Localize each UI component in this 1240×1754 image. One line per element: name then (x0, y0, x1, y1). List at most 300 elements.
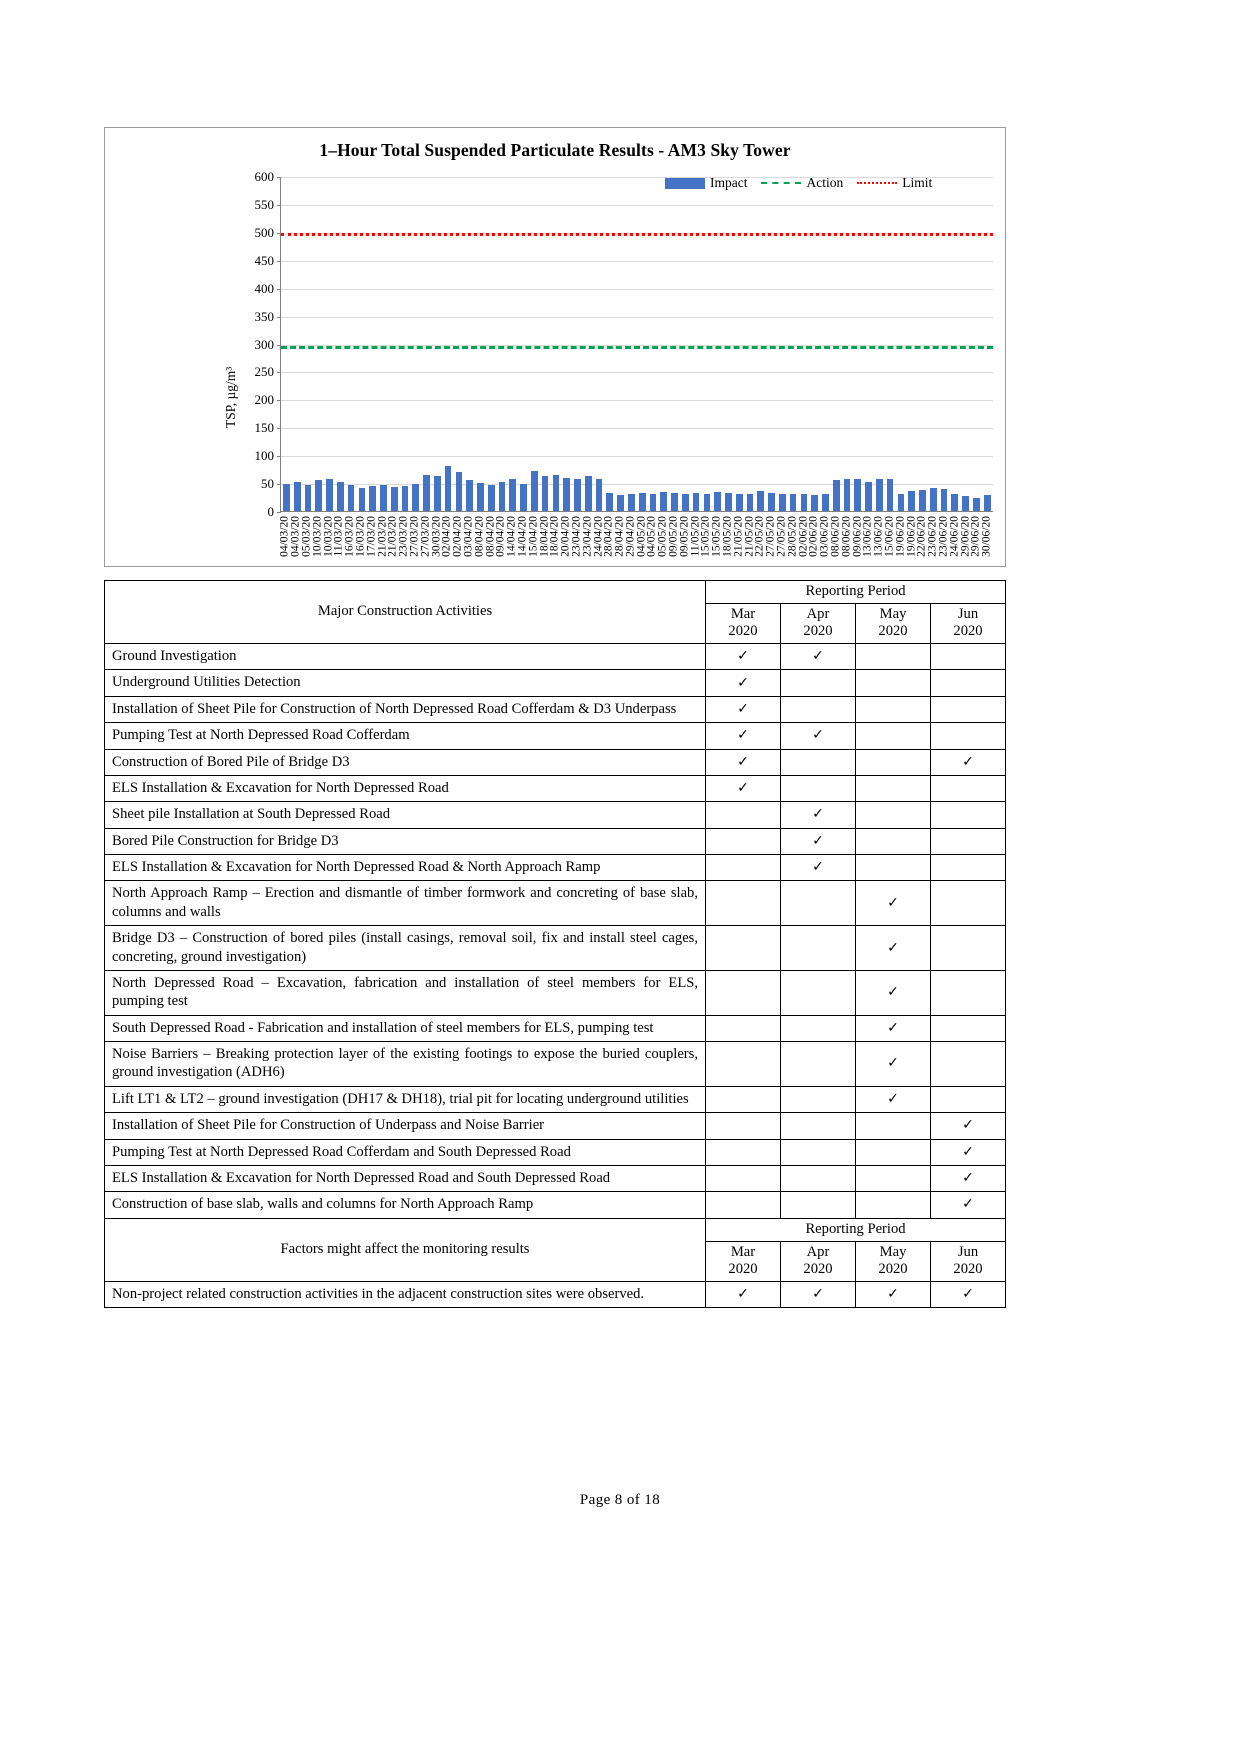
x-axis-tick-label: 30/06/20 (980, 516, 993, 557)
chart-bar (919, 490, 926, 511)
y-axis-tick-label: 550 (254, 196, 274, 212)
bar-slot (766, 177, 777, 511)
chart-bar (714, 492, 721, 511)
tick-mark-icon: ✓ (931, 749, 1006, 775)
bar-slot (518, 177, 529, 511)
bar-slot (292, 177, 303, 511)
month-year: 2020 (953, 1261, 983, 1277)
header-month-apr (781, 1242, 856, 1282)
empty-cell (706, 1192, 781, 1218)
tick-mark-icon: ✓ (856, 926, 931, 971)
empty-cell (706, 881, 781, 926)
bar-slot (917, 177, 928, 511)
tick-mark-icon: ✓ (781, 644, 856, 670)
x-axis-tick-label: 09/05/20 (678, 516, 691, 557)
empty-cell (931, 1086, 1006, 1112)
bar-slot (475, 177, 486, 511)
header-month-jun (931, 1242, 1006, 1282)
month-year: 2020 (878, 1261, 908, 1277)
month-name: Mar (730, 606, 756, 622)
bar-slot (648, 177, 659, 511)
chart-bar (747, 494, 754, 511)
chart-bar (402, 486, 409, 511)
month-year: 2020 (728, 1261, 758, 1277)
bar-slot (572, 177, 583, 511)
chart-bar (305, 485, 312, 511)
x-axis-tick-label: 21/03/20 (386, 516, 399, 557)
chart-bar (477, 483, 484, 511)
header-factors: Factors might affect the monitoring results (105, 1219, 706, 1282)
y-axis-tick-label: 500 (254, 224, 274, 240)
bar-slot (389, 177, 400, 511)
activity-label: Noise Barriers – Breaking protection layer of the existing footings to expose the buried couplers, ground investigation (ADH6) (105, 1042, 706, 1087)
month-year: 2020 (728, 623, 758, 639)
month-name: May (879, 606, 907, 622)
bar-slot (626, 177, 637, 511)
x-axis-tick-label: 11/03/20 (332, 516, 345, 557)
bar-slot (464, 177, 475, 511)
y-axis-tick-label: 250 (254, 364, 274, 380)
empty-cell (706, 1139, 781, 1165)
chart-title: 1–Hour Total Suspended Particulate Results - AM3 Sky Tower (319, 140, 791, 160)
x-axis-tick-label: 02/06/20 (807, 516, 820, 557)
table-row (105, 1139, 1006, 1165)
bar-slot (928, 177, 939, 511)
x-axis-tick-label: 10/03/20 (311, 516, 324, 557)
tick-mark-icon: ✓ (706, 670, 781, 696)
activity-label: Construction of Bored Pile of Bridge D3 (105, 749, 706, 775)
chart-bar (876, 479, 883, 511)
activity-label: Installation of Sheet Pile for Construction of Underpass and Noise Barrier (105, 1113, 706, 1139)
chart-bar (844, 479, 851, 511)
chart-bar (693, 493, 700, 511)
activity-label: Sheet pile Installation at South Depressed Road (105, 802, 706, 828)
x-axis-tick-label: 29/06/20 (958, 516, 971, 557)
bar-slot (356, 177, 367, 511)
activity-label: ELS Installation & Excavation for North Depressed Road and South Depressed Road (105, 1165, 706, 1191)
x-axis-tick-label: 10/03/20 (321, 516, 334, 557)
chart-bar (531, 471, 538, 511)
empty-cell (781, 970, 856, 1015)
bar-slot (583, 177, 594, 511)
empty-cell (706, 802, 781, 828)
y-axis-tick-label: 50 (261, 476, 274, 492)
activity-label: North Depressed Road – Excavation, fabrication and installation of steel members for ELS, pumping test (105, 970, 706, 1015)
bar-slot (529, 177, 540, 511)
bar-slot (691, 177, 702, 511)
x-axis-tick-label: 23/04/20 (570, 516, 583, 557)
table-row (105, 644, 1006, 670)
month-name: Mar (730, 1244, 756, 1260)
tick-mark-icon: ✓ (781, 802, 856, 828)
tick-mark-icon: ✓ (931, 1165, 1006, 1191)
table-row (105, 855, 1006, 881)
empty-cell (856, 749, 931, 775)
chart-bar (520, 484, 527, 511)
month-name: Jun (957, 1244, 979, 1260)
month-year: 2020 (878, 623, 908, 639)
chart-bar (671, 493, 678, 511)
chart-bar (466, 480, 473, 511)
x-axis-tick-label: 23/04/20 (580, 516, 593, 557)
bar-slot (486, 177, 497, 511)
bar-slot (885, 177, 896, 511)
empty-cell (706, 1042, 781, 1087)
bar-slot (863, 177, 874, 511)
chart-bar (941, 489, 948, 511)
bar-slot (400, 177, 411, 511)
x-axis-tick-label: 11/05/20 (688, 516, 701, 557)
chart-bar (348, 485, 355, 511)
x-axis-tick-label: 14/04/20 (516, 516, 529, 557)
chart-bar (553, 475, 560, 511)
bar-slot (982, 177, 993, 511)
header-month-mar (706, 1242, 781, 1282)
tick-mark-icon: ✓ (706, 749, 781, 775)
empty-cell (706, 970, 781, 1015)
chart-bar (423, 475, 430, 511)
bar-slot (658, 177, 669, 511)
chart-bar (434, 476, 441, 511)
bar-slot (960, 177, 971, 511)
empty-cell (931, 1015, 1006, 1041)
factors-header-row-1 (105, 1219, 1006, 1242)
bar-slot (669, 177, 680, 511)
table-row (105, 1015, 1006, 1041)
x-axis-tick-label: 13/06/20 (872, 516, 885, 557)
tick-mark-icon: ✓ (706, 696, 781, 722)
bar-slot (701, 177, 712, 511)
x-axis-tick-label: 21/03/20 (375, 516, 388, 557)
tick-mark-icon: ✓ (856, 881, 931, 926)
x-axis-tick-label: 24/06/20 (948, 516, 961, 557)
activity-label: ELS Installation & Excavation for North Depressed Road (105, 775, 706, 801)
tick-mark-icon: ✓ (856, 1042, 931, 1087)
empty-cell (781, 1015, 856, 1041)
x-axis-tick-label: 02/04/20 (451, 516, 464, 557)
x-axis-tick-label: 20/04/20 (559, 516, 572, 557)
bar-slot (734, 177, 745, 511)
header-reporting-period: Reporting Period (706, 581, 1006, 604)
bar-slot (971, 177, 982, 511)
x-axis-tick-label: 05/05/20 (656, 516, 669, 557)
activity-label: ELS Installation & Excavation for North Depressed Road & North Approach Ramp (105, 855, 706, 881)
bar-slot (712, 177, 723, 511)
legend-label-action: Action (806, 175, 844, 190)
bar-slot (842, 177, 853, 511)
table-row (105, 881, 1006, 926)
empty-cell (706, 926, 781, 971)
empty-cell (856, 802, 931, 828)
chart-bar (412, 484, 419, 511)
x-axis-tick-label: 04/03/20 (278, 516, 291, 557)
chart-bar (628, 494, 635, 511)
x-axis-tick-label: 27/03/20 (408, 516, 421, 557)
header-month-apr (781, 604, 856, 644)
chart-bar (768, 493, 775, 511)
x-axis-tick-label: 15/05/20 (710, 516, 723, 557)
bar-slot (561, 177, 572, 511)
chart-bar (682, 494, 689, 511)
empty-cell (856, 696, 931, 722)
x-axis-tick-label: 22/06/20 (915, 516, 928, 557)
table-row (105, 1165, 1006, 1191)
bar-slot (896, 177, 907, 511)
bar-slot (367, 177, 378, 511)
table-header-row-1 (105, 581, 1006, 604)
empty-cell (781, 1139, 856, 1165)
x-axis-tick-label: 02/04/20 (440, 516, 453, 557)
bar-slot (906, 177, 917, 511)
chart-bar (725, 493, 732, 511)
x-axis-tick-label: 04/05/20 (634, 516, 647, 557)
chart-bar (499, 482, 506, 511)
x-axis-tick-label: 04/03/20 (289, 516, 302, 557)
table-row (105, 802, 1006, 828)
table-row (105, 1113, 1006, 1139)
chart-bar (337, 482, 344, 511)
empty-cell (856, 828, 931, 854)
chart-bar (833, 480, 840, 511)
empty-cell (781, 775, 856, 801)
x-axis-tick-label: 29/04/20 (624, 516, 637, 557)
tick-mark-icon: ✓ (781, 723, 856, 749)
chart-bar (908, 491, 915, 511)
empty-cell (856, 670, 931, 696)
x-axis-tick-label: 18/04/20 (548, 516, 561, 557)
bar-slot (809, 177, 820, 511)
tick-mark-icon: ✓ (856, 1015, 931, 1041)
table-row (105, 1192, 1006, 1218)
empty-cell (856, 1192, 931, 1218)
x-axis-tick-label: 03/06/20 (818, 516, 831, 557)
bar-slot (594, 177, 605, 511)
header-month-may (856, 604, 931, 644)
empty-cell (781, 926, 856, 971)
x-axis-tick-label: 21/05/20 (732, 516, 745, 557)
chart-bar (574, 479, 581, 511)
legend-label-impact: Impact (710, 175, 748, 190)
x-axis-tick-label: 08/06/20 (829, 516, 842, 557)
x-axis-tick-label: 08/06/20 (840, 516, 853, 557)
page-footer: Page 8 of 18 (579, 1492, 661, 1508)
bar-slot (615, 177, 626, 511)
x-axis-tick-label: 23/03/20 (397, 516, 410, 557)
chart-bar (973, 498, 980, 511)
chart-bar (962, 496, 969, 511)
x-axis-tick-label: 24/04/20 (591, 516, 604, 557)
empty-cell (706, 1015, 781, 1041)
chart-bar (801, 494, 808, 511)
x-axis-tick-label: 09/04/20 (494, 516, 507, 557)
month-name: Jun (957, 606, 979, 622)
x-axis-tick-label: 22/05/20 (753, 516, 766, 557)
y-axis-tick-mark (277, 512, 281, 513)
table-row (105, 828, 1006, 854)
chart-bar (488, 485, 495, 511)
x-axis-tick-label: 18/04/20 (537, 516, 550, 557)
table-row (105, 670, 1006, 696)
bar-slot (432, 177, 443, 511)
y-axis-tick-label: 0 (267, 504, 274, 519)
x-axis-tick-label: 23/06/20 (926, 516, 939, 557)
table-row (105, 723, 1006, 749)
chart-bar (984, 495, 991, 511)
bar-slot (335, 177, 346, 511)
y-axis-tick-label: 600 (254, 169, 274, 184)
bar-slot (378, 177, 389, 511)
empty-cell (931, 696, 1006, 722)
empty-cell (706, 1086, 781, 1112)
y-axis-tick-label: 400 (254, 280, 274, 296)
chart-bar (887, 479, 894, 511)
chart-bar (865, 482, 872, 511)
activity-label: Underground Utilities Detection (105, 670, 706, 696)
empty-cell (781, 1042, 856, 1087)
chart-bar (369, 486, 376, 511)
tick-mark-icon: ✓ (931, 1282, 1006, 1308)
bar-slot (604, 177, 615, 511)
tick-mark-icon: ✓ (781, 1282, 856, 1308)
x-axis-tick-label: 30/03/20 (429, 516, 442, 557)
x-axis-tick-label: 28/04/20 (602, 516, 615, 557)
x-axis-tick-label: 08/04/20 (472, 516, 485, 557)
activity-label: South Depressed Road - Fabrication and installation of steel members for ELS, pumping test (105, 1015, 706, 1041)
x-axis-tick-label: 19/06/20 (894, 516, 907, 557)
action-level-line (281, 346, 993, 349)
x-axis-tick-label: 16/03/20 (343, 516, 356, 557)
y-axis-title: TSP, µg/m³ (223, 366, 238, 428)
chart-bar (294, 482, 301, 511)
month-name: Apr (806, 1244, 830, 1260)
chart-plot-area (254, 169, 993, 519)
major-construction-activities-table (104, 580, 1006, 1245)
empty-cell (931, 670, 1006, 696)
chart-bar (951, 494, 958, 511)
activity-label: Construction of base slab, walls and columns for North Approach Ramp (105, 1192, 706, 1218)
empty-cell (706, 828, 781, 854)
bar-slot (799, 177, 810, 511)
tick-mark-icon: ✓ (706, 1282, 781, 1308)
chart-bar (660, 492, 667, 511)
empty-cell (781, 749, 856, 775)
bar-slot (313, 177, 324, 511)
chart-bar (596, 479, 603, 511)
x-axis-tick-label: 15/05/20 (699, 516, 712, 557)
chart-bar (380, 485, 387, 511)
empty-cell (931, 970, 1006, 1015)
chart-bar (811, 495, 818, 511)
bar-slot (680, 177, 691, 511)
empty-cell (781, 881, 856, 926)
x-axis-tick-label: 13/06/20 (861, 516, 874, 557)
bar-slot (723, 177, 734, 511)
chart-bar (930, 488, 937, 511)
empty-cell (931, 775, 1006, 801)
header-reporting-period-factors: Reporting Period (706, 1219, 1006, 1242)
x-axis-tick-label: 16/03/20 (354, 516, 367, 557)
empty-cell (856, 1165, 931, 1191)
empty-cell (781, 1113, 856, 1139)
empty-cell (781, 670, 856, 696)
chart-bar (359, 488, 366, 511)
bar-slot (507, 177, 518, 511)
bar-slot (346, 177, 357, 511)
chart-bar (542, 476, 549, 511)
bar-slot (874, 177, 885, 511)
bar-slot (303, 177, 314, 511)
bar-slot (497, 177, 508, 511)
tick-mark-icon: ✓ (931, 1113, 1006, 1139)
header-month-jun (931, 604, 1006, 644)
bar-slot (421, 177, 432, 511)
bar-slot (540, 177, 551, 511)
chart-bar (822, 494, 829, 511)
chart-bar (704, 494, 711, 511)
table-row (105, 1282, 1006, 1308)
y-axis-tick-label: 300 (254, 336, 274, 352)
tick-mark-icon: ✓ (706, 723, 781, 749)
x-axis-tick-label: 23/06/20 (937, 516, 950, 557)
x-axis-tick-label: 28/05/20 (786, 516, 799, 557)
month-year: 2020 (953, 623, 983, 639)
empty-cell (856, 855, 931, 881)
chart-bar (650, 494, 657, 511)
x-axis-tick-label: 27/05/20 (775, 516, 788, 557)
month-year: 2020 (803, 623, 833, 639)
empty-cell (706, 855, 781, 881)
chart-bar (563, 478, 570, 512)
month-year: 2020 (803, 1261, 833, 1277)
bar-slot (324, 177, 335, 511)
x-axis-tick-label: 04/05/20 (645, 516, 658, 557)
chart-bar (757, 491, 764, 511)
x-axis-tick-label: 18/05/20 (721, 516, 734, 557)
bar-slot (745, 177, 756, 511)
empty-cell (931, 881, 1006, 926)
header-activities: Major Construction Activities (105, 581, 706, 644)
x-axis-tick-label: 27/05/20 (764, 516, 777, 557)
tick-mark-icon: ✓ (781, 855, 856, 881)
x-axis-tick-label: 19/06/20 (904, 516, 917, 557)
table-row (105, 1086, 1006, 1112)
activity-label: Pumping Test at North Depressed Road Cofferdam and South Depressed Road (105, 1139, 706, 1165)
bar-slot (939, 177, 950, 511)
bar-slot (852, 177, 863, 511)
activity-label: North Approach Ramp – Erection and dismantle of timber formwork and concreting of base slab, columns and walls (105, 881, 706, 926)
x-axis-tick-label: 15/06/20 (883, 516, 896, 557)
bar-slot (831, 177, 842, 511)
bar-slot (949, 177, 960, 511)
table-row (105, 696, 1006, 722)
x-axis-tick-label: 02/06/20 (796, 516, 809, 557)
chart-bar (509, 479, 516, 511)
x-axis-tick-label: 15/04/20 (526, 516, 539, 557)
activity-label: Ground Investigation (105, 644, 706, 670)
limit-level-line (281, 233, 993, 236)
chart-bar (456, 472, 463, 511)
bar-slot (820, 177, 831, 511)
legend-label-limit: Limit (902, 175, 933, 190)
empty-cell (706, 1165, 781, 1191)
empty-cell (931, 828, 1006, 854)
y-axis-tick-label: 100 (254, 448, 274, 464)
chart-bar (790, 494, 797, 511)
bar-slot (454, 177, 465, 511)
activity-label: Installation of Sheet Pile for Construction of North Depressed Road Cofferdam & D3 Underpass (105, 696, 706, 722)
empty-cell (781, 1086, 856, 1112)
y-axis-tick-label: 350 (254, 308, 274, 324)
